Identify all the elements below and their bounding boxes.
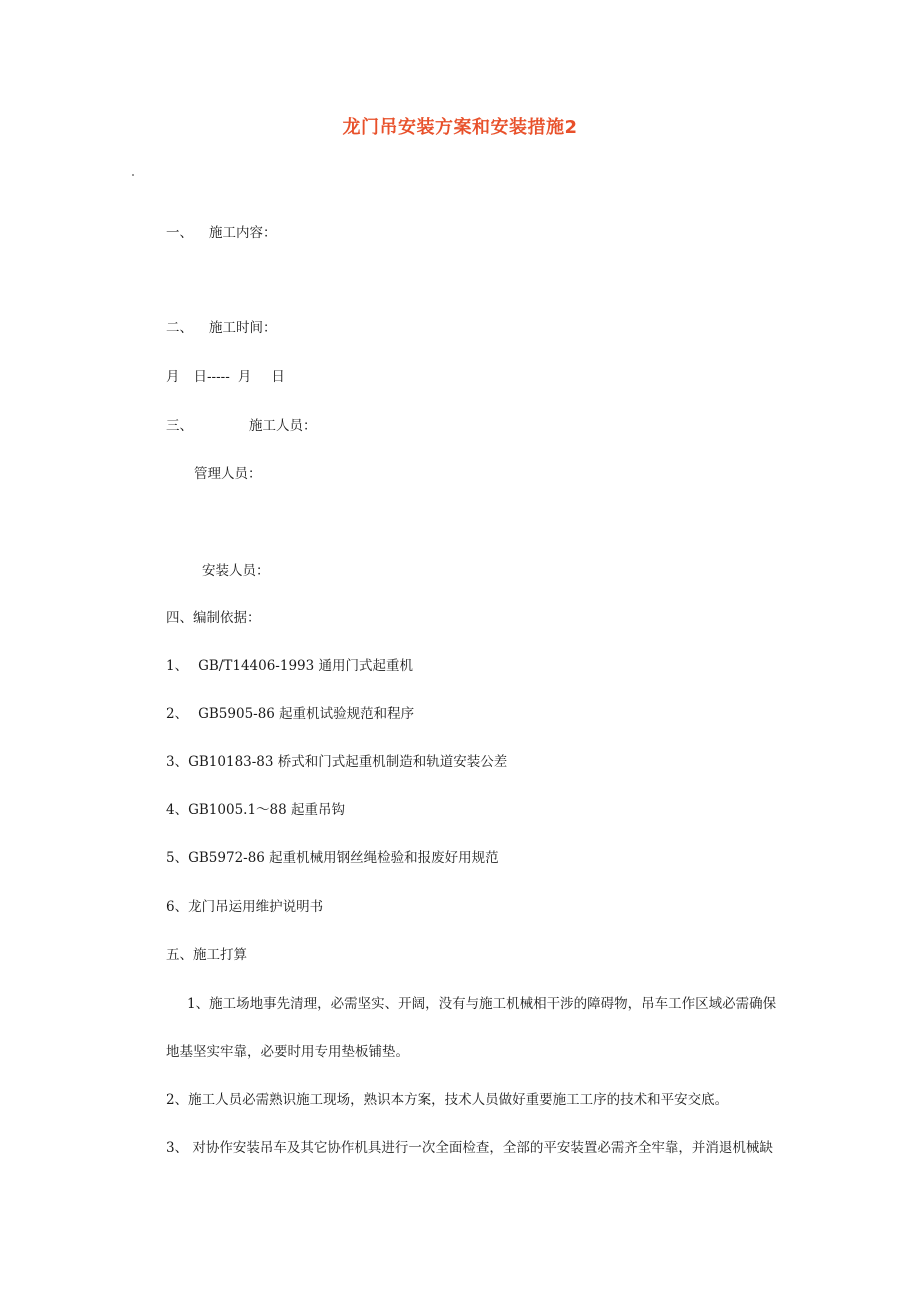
time-month-1: 月	[166, 369, 180, 385]
time-day-1: 日-----	[193, 369, 230, 385]
basis-item	[166, 897, 323, 917]
document-title: 龙门吊安装方案和安装措施2	[342, 117, 578, 138]
basis-item-text: GB/T14406-1993 通用门式起重机	[198, 658, 414, 674]
plan-paragraph-1-line-2: 地基坚实牢靠，必要时用专用垫板铺垫。	[166, 1044, 409, 1060]
basis-item-number: 4、	[166, 802, 189, 818]
basis-item-number: 6、	[166, 899, 189, 915]
basis-item	[166, 656, 413, 676]
section-2-heading	[166, 318, 277, 338]
basis-item-number: 1、	[166, 658, 189, 674]
basis-item-text: GB5905-86 起重机试验规范和程序	[198, 706, 415, 722]
basis-item	[166, 704, 414, 724]
plan-paragraph-1-line-1: 1、施工场地事先清理，必需坚实、开阔，没有与施工机械相干涉的障碍物，吊车工作区域必需确保	[187, 996, 777, 1012]
basis-item-number: 2、	[166, 706, 189, 722]
time-month-2: 月	[237, 369, 252, 385]
basis-item	[166, 848, 499, 868]
basis-item-text: GB1005.1～88 起重吊钩	[188, 802, 346, 818]
section-3-heading	[166, 416, 317, 436]
stray-mark	[132, 174, 134, 176]
time-day-2: 日	[271, 369, 285, 385]
managers-label: 管理人员：	[194, 466, 262, 482]
section-2-number: 二、	[166, 320, 193, 336]
section-4-heading: 四、编制依据：	[166, 610, 261, 626]
basis-item-number: 5、	[166, 850, 189, 866]
basis-item	[166, 752, 507, 772]
basis-item	[166, 800, 345, 820]
section-3-label: 施工人员：	[249, 418, 317, 434]
section-2-label: 施工时间：	[209, 320, 277, 336]
basis-item-text: GB10183-83 桥式和门式起重机制造和轨道安装公差	[188, 754, 508, 770]
plan-paragraph-2: 2、施工人员必需熟识施工现场，熟识本方案，技术人员做好重要施工工序的技术和平安交底。	[166, 1092, 729, 1108]
basis-item-text: GB5972-86 起重机械用钢丝绳检验和报废好用规范	[188, 850, 499, 866]
section-1-number: 一、	[166, 225, 193, 241]
installers-label: 安装人员：	[202, 563, 270, 579]
construction-time-line	[166, 367, 285, 387]
section-5-heading: 五、施工打算	[166, 947, 247, 963]
basis-item-text: 龙门吊运用维护说明书	[188, 899, 324, 915]
section-1-label: 施工内容：	[209, 225, 277, 241]
section-3-number: 三、	[166, 418, 193, 434]
section-1-heading	[166, 223, 277, 243]
plan-paragraph-3: 3、 对协作安装吊车及其它协作机具进行一次全面检查，全部的平安装置必需齐全牢靠，并消退机械缺	[166, 1140, 773, 1156]
basis-item-number: 3、	[166, 754, 189, 770]
